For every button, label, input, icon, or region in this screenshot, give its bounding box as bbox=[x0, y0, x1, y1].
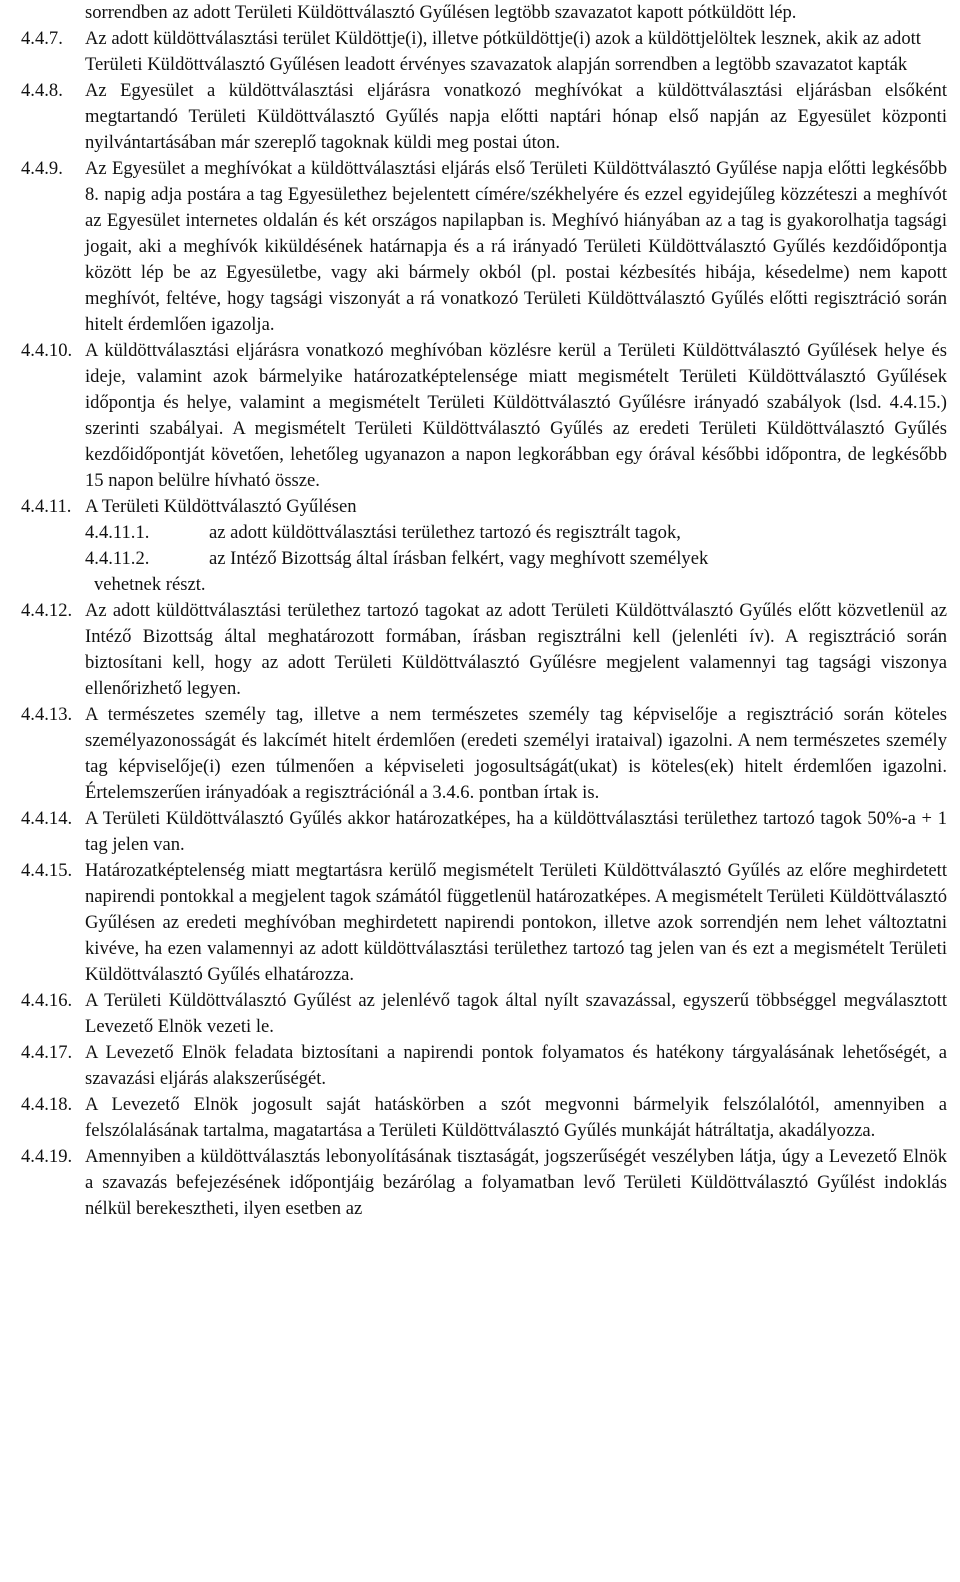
subsection-4-4-11-2 bbox=[0, 546, 960, 572]
section-number: 4.4.19. bbox=[21, 1146, 73, 1167]
subsection-number: 4.4.11.1. bbox=[85, 522, 150, 543]
subsection-text: az adott küldöttválasztási területhez tartozó és regisztrált tagok, bbox=[209, 522, 681, 543]
intro-text: sorrendben az adott Területi Küldöttválasztó Gyűlésen legtöbb szavazatot kapott pótküldött lép. bbox=[85, 2, 797, 23]
section-text: A Levezető Elnök jogosult saját hatáskörben a szót megvonni bármelyik felszólalótól, amennyiben a felszólalásának tartalma, magatartása a Területi Küldöttválasztó Gyűlés munkáját hátráltatja, akadályozza. bbox=[85, 1094, 947, 1141]
section-number: 4.4.13. bbox=[21, 704, 73, 725]
section-text: A természetes személy tag, illetve a nem természetes személy tag képviselője a regisztráció során köteles személyazonosságát és lakcímét hitelt érdemlően (eredeti személyi irataival) igazolni. A nem természetes személy tag képviselője(i) ezen túlmenően a képviseleti jogosultságát(ukat) is köteles(ek) hitelt érdemlően igazolni. Értelemszerűen irányadóak a regisztrációnál a 3.4.6. pontban írtak is. bbox=[85, 704, 947, 803]
subsection-4-4-11-1 bbox=[0, 520, 960, 546]
section-text: Az adott küldöttválasztási területhez tartozó tagokat az adott Területi Küldöttválasztó Gyűlés előtt közvetlenül az Intéző Bizottság által meghatározott formában, írásban regisztrálni kell (jelenléti ív). A regisztráció során biztosítani kell, hogy az adott Területi Küldöttválasztó Gyűlésre megjelent valamennyi tag tagsági viszonya ellenőrizhető legyen. bbox=[85, 600, 947, 699]
section-number: 4.4.18. bbox=[21, 1094, 73, 1115]
subsection-text: az Intéző Bizottság által írásban felkért, vagy meghívott személyek bbox=[209, 548, 709, 569]
section-4-4-12 bbox=[0, 598, 960, 702]
section-text: Amennyiben a küldöttválasztás lebonyolításának tisztaságát, jogszerűségét veszélyben látja, úgy a Levezető Elnök a szavazás befejezésének időpontjáig bezárólag a folyamatban levő Területi Küldöttválasztó Gyűlést indoklás nélkül berekesztheti, ilyen esetben az bbox=[85, 1146, 947, 1219]
section-text: Az adott küldöttválasztási terület Küldöttje(i), illetve pótküldöttje(i) azok a küldöttjelöltek lesznek, akik az adott Területi Küldöttválasztó Gyűlésen leadott érvényes szavazatok alapján sorrendben a legtöbb szavazatot kapták bbox=[85, 28, 921, 75]
section-text: Az Egyesület a küldöttválasztási eljárásra vonatkozó meghívókat a küldöttválasztási eljárásban elsőként megtartandó Területi Küldöttválasztó Gyűlés napja előtti naptári hónap első napján az Egyesület központi nyilvántartásában már szereplő tagoknak küldi meg postai úton. bbox=[85, 80, 947, 153]
section-number: 4.4.9. bbox=[21, 158, 63, 179]
section-4-4-11 bbox=[0, 494, 960, 520]
section-number: 4.4.10. bbox=[21, 340, 73, 361]
section-number: 4.4.16. bbox=[21, 990, 73, 1011]
section-4-4-9 bbox=[0, 156, 960, 338]
section-number: 4.4.17. bbox=[21, 1042, 73, 1063]
section-text: A Területi Küldöttválasztó Gyűlésen bbox=[85, 496, 357, 517]
section-number: 4.4.8. bbox=[21, 80, 63, 101]
section-4-4-10 bbox=[0, 338, 960, 494]
section-4-4-8 bbox=[0, 78, 960, 156]
subsection-number: 4.4.11.2. bbox=[85, 548, 150, 569]
section-4-4-16 bbox=[0, 988, 960, 1040]
section-text: Határozatképtelenség miatt megtartásra kerülő megismételt Területi Küldöttválasztó Gyűlés az előre meghirdetett napirendi pontokkal a megjelent tagok számától függetlenül határozatképes. A megismételt Területi Küldöttválasztó Gyűlésen az eredeti meghívóban meghirdetett napirendi pontokon, illetve azok sorrendjén nem lehet változtatni kivéve, ha ezen valamennyi az adott küldöttválasztási területhez tartozó tag jelen van és ezt a megismételt Területi Küldöttválasztó Gyűlés elhatározza. bbox=[85, 860, 947, 985]
section-text: A küldöttválasztási eljárásra vonatkozó meghívóban közlésre kerül a Területi Küldöttválasztó Gyűlések helye és ideje, valamint azok bármelyike határozatképtelensége miatt megismételt Területi Küldöttválasztó Gyűlések időpontja és helye, valamint a megismételt Területi Küldöttválasztó Gyűlésre irányadó szabályok (lsd. 4.4.15.) szerinti szabályai. A megismételt Területi Küldöttválasztó Gyűlés az eredeti Területi Küldöttválasztó Gyűlés kezdőidőpontját követően, lehetőleg ugyanazon a napon legkorábban egy órával későbbi időpontra, de legkésőbb 15 napon belülre hívható össze. bbox=[85, 340, 947, 491]
section-4-4-11-trailing-text: vehetnek részt. bbox=[94, 574, 206, 595]
section-4-4-18 bbox=[0, 1092, 960, 1144]
section-text: Az Egyesület a meghívókat a küldöttválasztási eljárás első Területi Küldöttválasztó Gyűlése napja előtti legkésőbb 8. napig adja postára a tag Egyesülethez bejelentett címére/székhelyére és ezzel egyidejűleg közzéteszi a meghívót az Egyesület internetes oldalán és két országos napilapban is. Meghívó hiányában az a tag is gyakorolhatja tagsági jogait, aki a meghívók kiküldésének határnapja és a rá irányadó Területi Küldöttválasztó Gyűlés kezdőidőpontja között lép be az Egyesületbe, vagy aki bármely okból (pl. postai kézbesítés hibája, késedelme) nem kapott meghívót, feltéve, hogy tagsági viszonyát a rá vonatkozó Területi Küldöttválasztó Gyűlés előtti regisztráció során hitelt érdemlően igazolja. bbox=[85, 158, 947, 335]
section-text: A Levezető Elnök feladata biztosítani a napirendi pontok folyamatos és hatékony tárgyalásának lehetőségét, a szavazási eljárás alakszerűségét. bbox=[85, 1042, 947, 1089]
section-4-4-19 bbox=[0, 1144, 960, 1222]
section-number: 4.4.7. bbox=[21, 28, 63, 49]
section-text: A Területi Küldöttválasztó Gyűlés akkor határozatképes, ha a küldöttválasztási területhez tartozó tagok 50%-a + 1 tag jelen van. bbox=[85, 808, 947, 855]
section-4-4-17 bbox=[0, 1040, 960, 1092]
intro-paragraph bbox=[0, 0, 960, 26]
section-number: 4.4.15. bbox=[21, 860, 73, 881]
section-4-4-14 bbox=[0, 806, 960, 858]
section-number: 4.4.14. bbox=[21, 808, 73, 829]
section-number: 4.4.11. bbox=[21, 496, 72, 517]
section-4-4-13 bbox=[0, 702, 960, 806]
section-text: A Területi Küldöttválasztó Gyűlést az jelenlévő tagok által nyílt szavazással, egyszerű többséggel megválasztott Levezető Elnök vezeti le. bbox=[85, 990, 947, 1037]
section-4-4-7 bbox=[0, 26, 960, 78]
section-number: 4.4.12. bbox=[21, 600, 73, 621]
section-4-4-15 bbox=[0, 858, 960, 988]
